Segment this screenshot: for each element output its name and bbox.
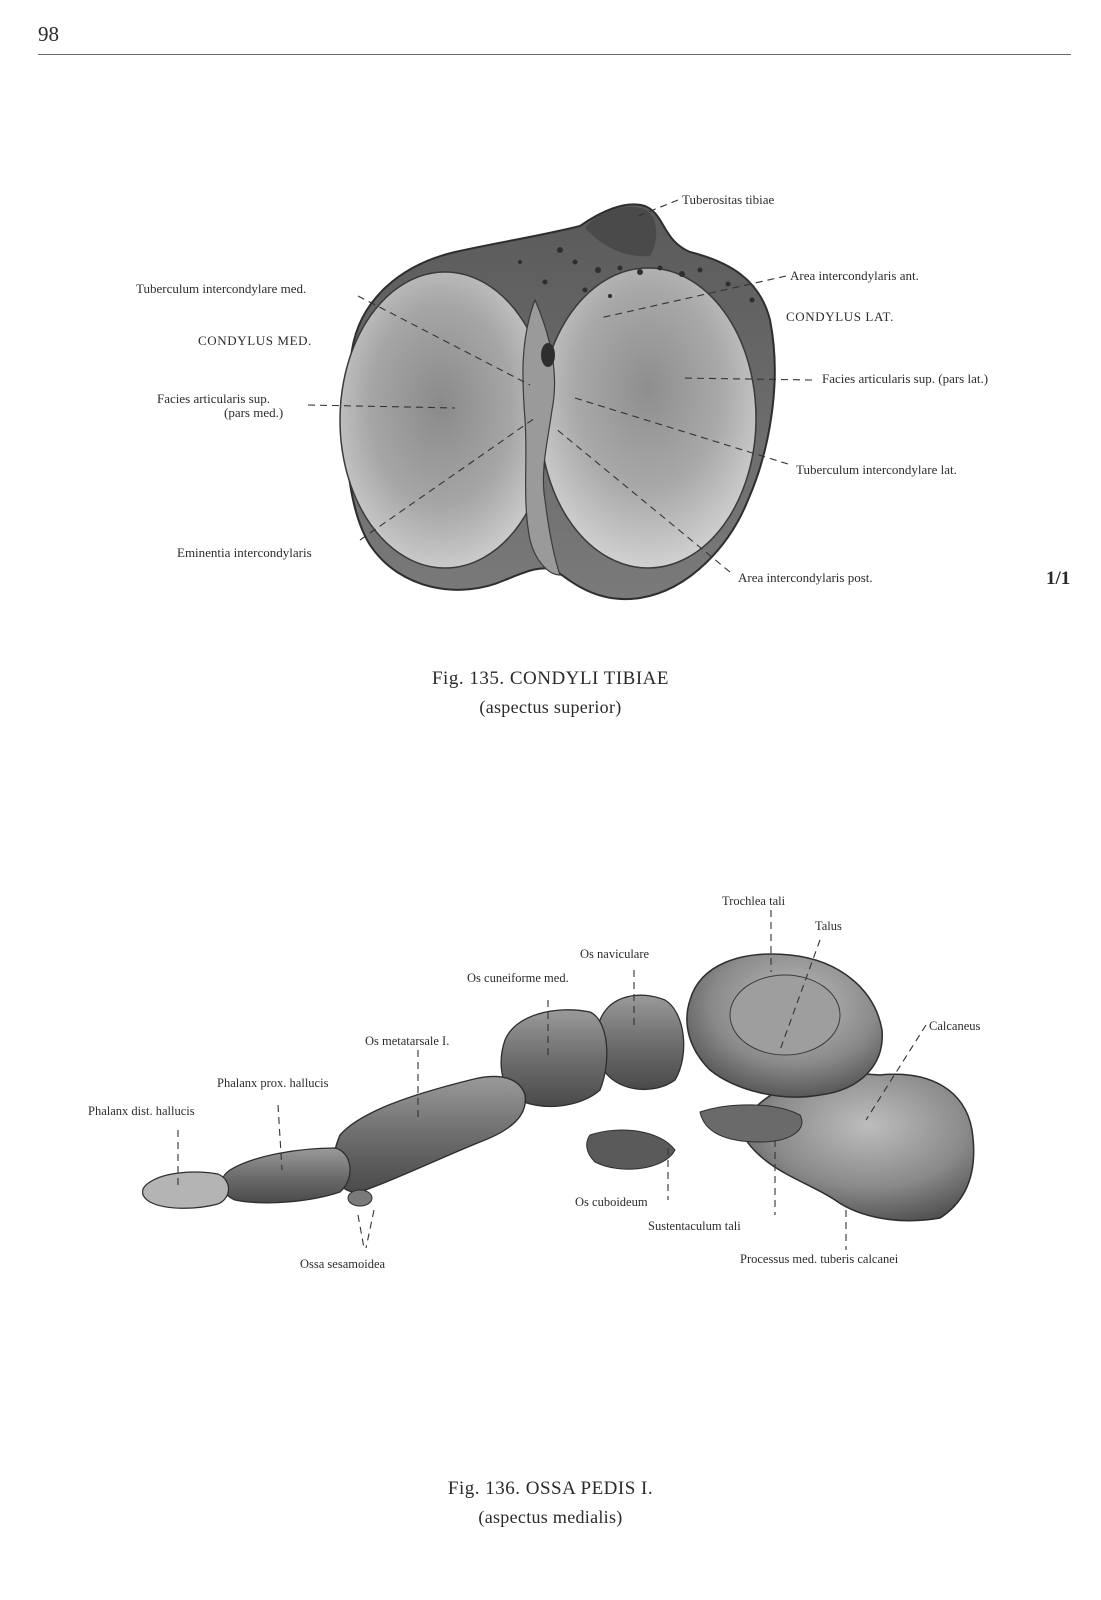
- label-os-metatarsale: Os metatarsale I.: [365, 1034, 450, 1048]
- label-talus: Talus: [815, 919, 842, 933]
- label-tuberculum-intercondylare-med: Tuberculum intercondylare med.: [136, 281, 307, 296]
- tibia-condyles-illustration: [0, 0, 1101, 660]
- label-facies-articularis-med-pars: (pars med.): [224, 405, 284, 420]
- proximal-phalanx-shape: [222, 1148, 351, 1203]
- label-area-intercondylaris-post: Area intercondylaris post.: [738, 570, 873, 585]
- metatarsal-shape: [334, 1076, 526, 1192]
- label-os-naviculare: Os naviculare: [580, 947, 650, 961]
- foot-bones-illustration: [0, 880, 1101, 1380]
- label-condylus-med: CONDYLUS MED.: [198, 333, 312, 348]
- fig136-caption: Fig. 136. OSSA PEDIS I.: [447, 1478, 654, 1499]
- label-tuberculum-intercondylare-lat: Tuberculum intercondylare lat.: [796, 462, 957, 477]
- label-processus-med-tuberis: Processus med. tuberis calcanei: [740, 1252, 899, 1266]
- leader-sesamoidea-2: [366, 1210, 374, 1248]
- leader-sesamoidea-1: [358, 1215, 364, 1248]
- label-os-cuboideum: Os cuboideum: [575, 1195, 648, 1209]
- fig136-subcaption: (aspectus medialis): [478, 1507, 623, 1527]
- label-eminentia-intercondylaris: Eminentia intercondylaris: [177, 545, 312, 560]
- sesamoid-shape: [348, 1190, 372, 1206]
- label-ossa-sesamoidea: Ossa sesamoidea: [300, 1257, 386, 1271]
- label-tuberositas-tibiae: Tuberositas tibiae: [682, 192, 775, 207]
- page-number: 98: [38, 22, 59, 46]
- medial-condyle-surface: [340, 272, 550, 568]
- lateral-condyle-surface: [540, 268, 756, 568]
- distal-phalanx-shape: [143, 1172, 229, 1208]
- cuboid-shape: [587, 1130, 675, 1169]
- label-facies-articularis-lat: Facies articularis sup. (pars lat.): [822, 371, 989, 386]
- label-area-intercondylaris-ant: Area intercondylaris ant.: [790, 268, 919, 283]
- scale-indicator: 1/1: [1046, 568, 1071, 589]
- fig135-subcaption: (aspectus superior): [479, 697, 622, 717]
- label-facies-articularis-med: Facies articularis sup.: [157, 391, 270, 406]
- label-trochlea-tali: Trochlea tali: [722, 894, 786, 908]
- label-phalanx-prox-hallucis: Phalanx prox. hallucis: [217, 1076, 329, 1090]
- label-os-cuneiforme-med: Os cuneiforme med.: [467, 971, 569, 985]
- navicular-shape: [597, 995, 684, 1089]
- label-condylus-lat: CONDYLUS LAT.: [786, 309, 894, 324]
- label-sustentaculum-tali: Sustentaculum tali: [648, 1219, 741, 1233]
- sustentaculum-shape: [700, 1105, 802, 1142]
- label-calcaneus: Calcaneus: [929, 1019, 981, 1033]
- label-phalanx-dist-hallucis: Phalanx dist. hallucis: [88, 1104, 195, 1118]
- fig135-caption: Fig. 135. CONDYLI TIBIAE: [431, 668, 669, 689]
